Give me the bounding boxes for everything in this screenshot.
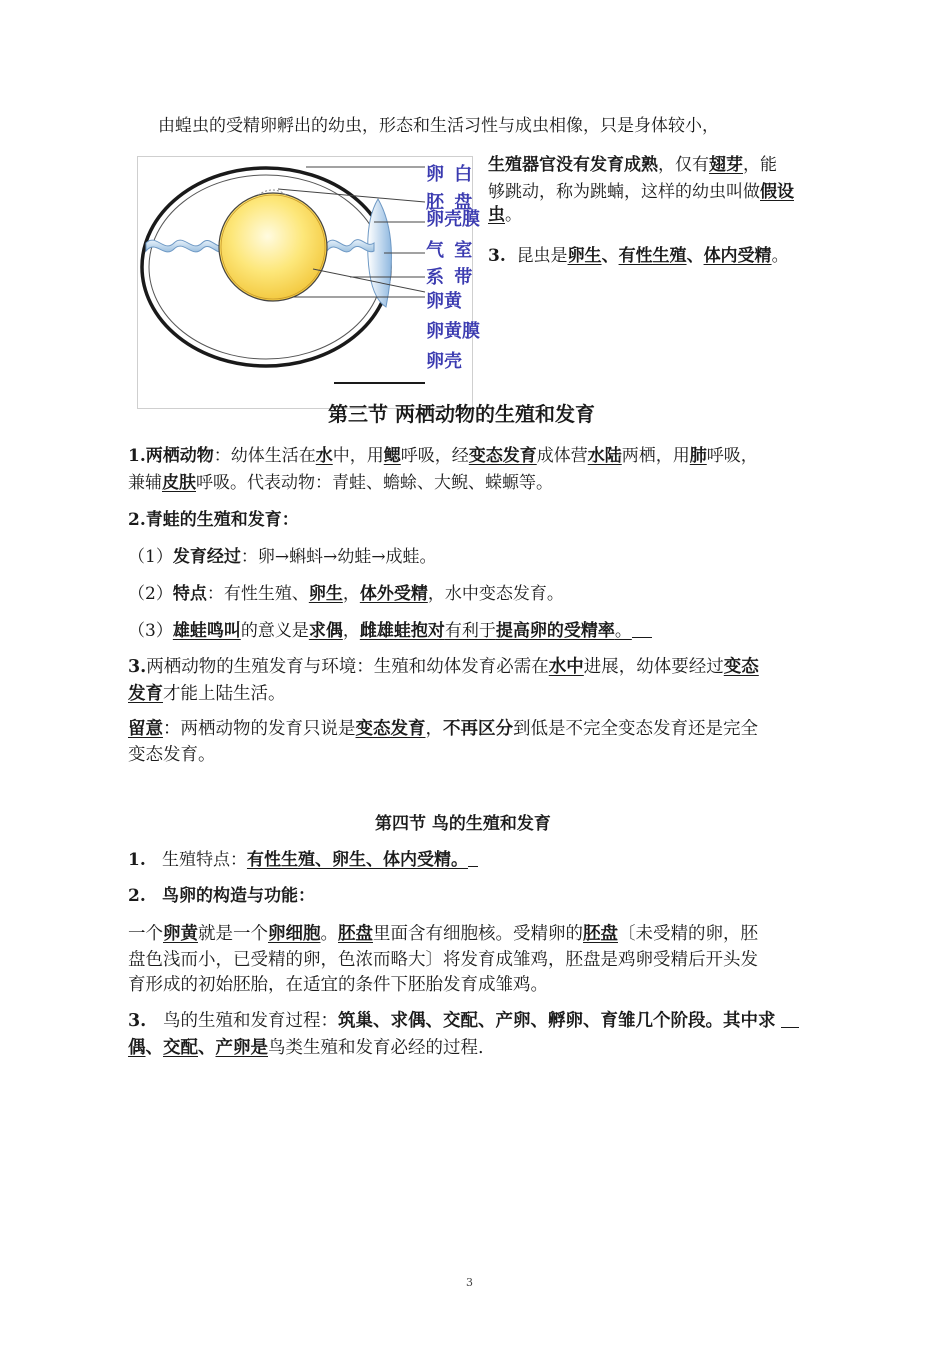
label-eggshell: 卵壳 bbox=[426, 351, 462, 372]
amphibian-environment-line-1: 3.两栖动物的生殖发育与环境：生殖和幼体发育必需在水中进展，幼体要经过变态 bbox=[128, 657, 759, 677]
amphibian-definition-line-1: 1.两栖动物：幼体生活在水中，用鳃呼吸，经变态发育成体营水陆两栖，用肺呼吸， bbox=[128, 446, 758, 466]
egg-structure-diagram bbox=[137, 156, 480, 409]
frog-characteristics: （2）特点：有性生殖、卵生，体外受精，水中变态发育。 bbox=[128, 584, 564, 604]
intro-line-4: 虫。 bbox=[488, 205, 522, 225]
fill-blank bbox=[468, 848, 478, 867]
bird-egg-structure-heading: 2. 鸟卵的构造与功能： bbox=[128, 886, 315, 906]
label-chalaza: 系 带 bbox=[426, 267, 475, 288]
yolk bbox=[219, 193, 327, 301]
bird-egg-description-line-2: 盘色浅而小，已受精的卵，色浓而略大〕将发育成雏鸡，胚盘是鸡卵受精后开头发 bbox=[128, 950, 758, 970]
frog-development-process: （1）发育经过：卵→蝌蚪→幼蛙→成蛙。 bbox=[128, 547, 437, 567]
intro-line-2: 生殖器官没有发育成熟，仅有翅芽，能 bbox=[488, 155, 777, 175]
frog-croaking-meaning: （3）雄蛙鸣叫的意义是求偶，雌雄蛙抱对有利于提高卵的受精率。 bbox=[128, 619, 652, 643]
label-germinal-disc: 胚 盘 bbox=[426, 192, 475, 213]
section3-title: 第三节 两栖动物的生殖和发育 bbox=[328, 402, 595, 426]
label-yolk-membrane: 卵黄膜 bbox=[426, 321, 480, 342]
page-number: 3 bbox=[466, 1276, 473, 1289]
fill-blank bbox=[632, 619, 652, 638]
amphibian-note-line-2: 变态发育。 bbox=[128, 745, 216, 765]
label-shell-membrane: 卵壳膜 bbox=[426, 209, 480, 230]
frog-reproduction-heading: 2.青蛙的生殖和发育： bbox=[128, 510, 299, 530]
intro-line-1: 由蝗虫的受精卵孵出的幼虫，形态和生活习性与成虫相像，只是身体较小， bbox=[158, 116, 719, 136]
bird-egg-description-line-3: 育形成的初始胚胎，在适宜的条件下胚胎发育成雏鸡。 bbox=[128, 975, 548, 995]
bird-reproduction-traits: 1. 生殖特点：有性生殖、卵生、体内受精。 bbox=[128, 848, 478, 872]
intro-line-3: 够跳动，称为跳蝻，这样的幼虫叫做假设 bbox=[488, 182, 794, 202]
label-yolk: 卵黄 bbox=[426, 291, 462, 312]
bird-reproduction-process-line-2: 偶、交配、产卵是鸟类生殖和发育必经的过程. bbox=[128, 1038, 484, 1058]
bird-egg-description-line-1: 一个卵黄就是一个卵细胞。胚盘里面含有细胞核。受精卵的胚盘〔未受精的卵，胚 bbox=[128, 924, 758, 944]
amphibian-note-line-1: 留意：两栖动物的发育只说是变态发育，不再区分到低是不完全变态发育还是完全 bbox=[128, 719, 758, 739]
fill-blank bbox=[781, 1009, 799, 1028]
bird-reproduction-process-line-1: 3. 鸟的生殖和发育过程：筑巢、求偶、交配、产卵、孵卵、育雏几个阶段。其中求 bbox=[128, 1009, 799, 1033]
egg-illustration bbox=[138, 157, 474, 410]
section4-title: 第四节 鸟的生殖和发育 bbox=[375, 814, 551, 834]
amphibian-environment-line-2: 发育才能上陆生活。 bbox=[128, 684, 286, 704]
label-albumen: 卵 白 bbox=[426, 164, 475, 185]
label-air-cell: 气 室 bbox=[426, 240, 475, 261]
insect-reproduction-item: 3. 昆虫是卵生、有性生殖、体内受精。 bbox=[488, 246, 789, 266]
amphibian-definition-line-2: 兼辅皮肤呼吸。代表动物：青蛙、蟾蜍、大鲵、蝾螈等。 bbox=[128, 473, 553, 493]
